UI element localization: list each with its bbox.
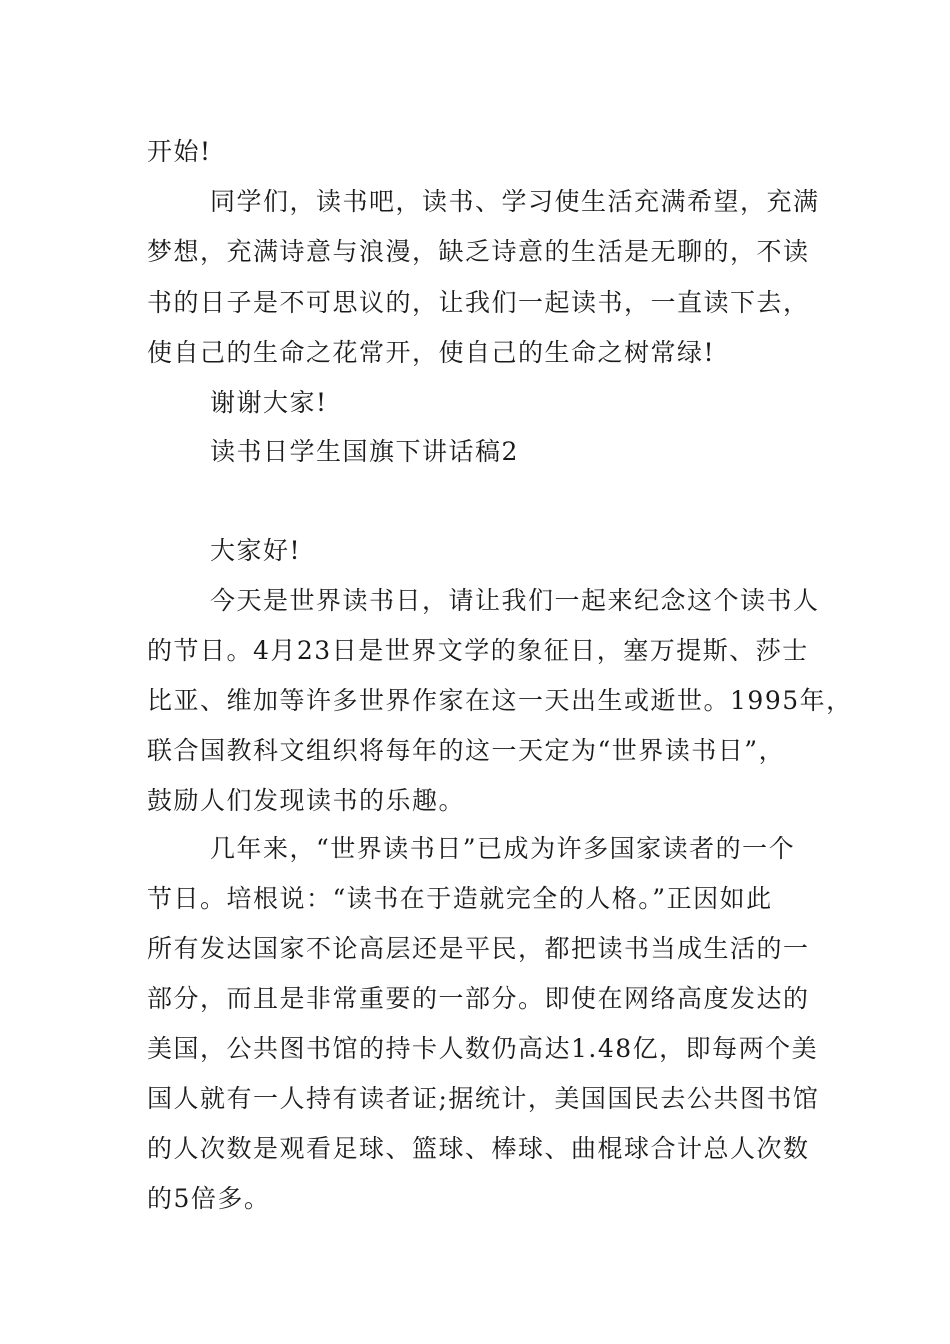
- greeting-line: 大家好!: [210, 536, 302, 565]
- text-line: 美国，公共图书馆的持卡人数仍高达1.48亿，即每两个美: [147, 1034, 819, 1063]
- text-line: 所有发达国家不论高层还是平民，都把读书当成生活的一: [147, 934, 810, 963]
- paragraph-start-line: 几年来，“世界读书日”已成为许多国家读者的一个: [210, 834, 796, 863]
- text-line: 节日。培根说：“读书在于造就完全的人格。”正因如此: [147, 884, 773, 913]
- text-line: 国人就有一人持有读者证;据统计，美国国民去公共图书馆: [147, 1084, 820, 1113]
- text-line: 开始!: [147, 137, 212, 166]
- text-line: 部分，而且是非常重要的一部分。即使在网络高度发达的: [147, 984, 810, 1013]
- paragraph-start-line: 今天是世界读书日，请让我们一起来纪念这个读书人: [210, 586, 820, 615]
- text-line: 的节日。4月23日是世界文学的象征日，塞万提斯、莎士: [147, 636, 809, 665]
- closing-line: 谢谢大家!: [210, 388, 328, 417]
- text-line: 联合国教科文组织将每年的这一天定为“世界读书日”，: [147, 736, 786, 765]
- text-line: 的人次数是观看足球、篮球、棒球、曲棍球合计总人次数: [147, 1134, 810, 1163]
- text-line: 书的日子是不可思议的，让我们一起读书，一直读下去，: [147, 288, 810, 317]
- paragraph-start-line: 同学们，读书吧，读书、学习使生活充满希望，充满: [210, 187, 820, 216]
- section-title: 读书日学生国旗下讲话稿2: [210, 437, 519, 466]
- text-line: 的5倍多。: [147, 1184, 271, 1213]
- text-line: 使自己的生命之花常开，使自己的生命之树常绿!: [147, 338, 716, 367]
- text-line: 鼓励人们发现读书的乐趣。: [147, 786, 466, 815]
- text-line: 比亚、维加等许多世界作家在这一天出生或逝世。1995年，: [147, 686, 853, 715]
- text-line: 梦想，充满诗意与浪漫，缺乏诗意的生活是无聊的，不读: [147, 237, 810, 266]
